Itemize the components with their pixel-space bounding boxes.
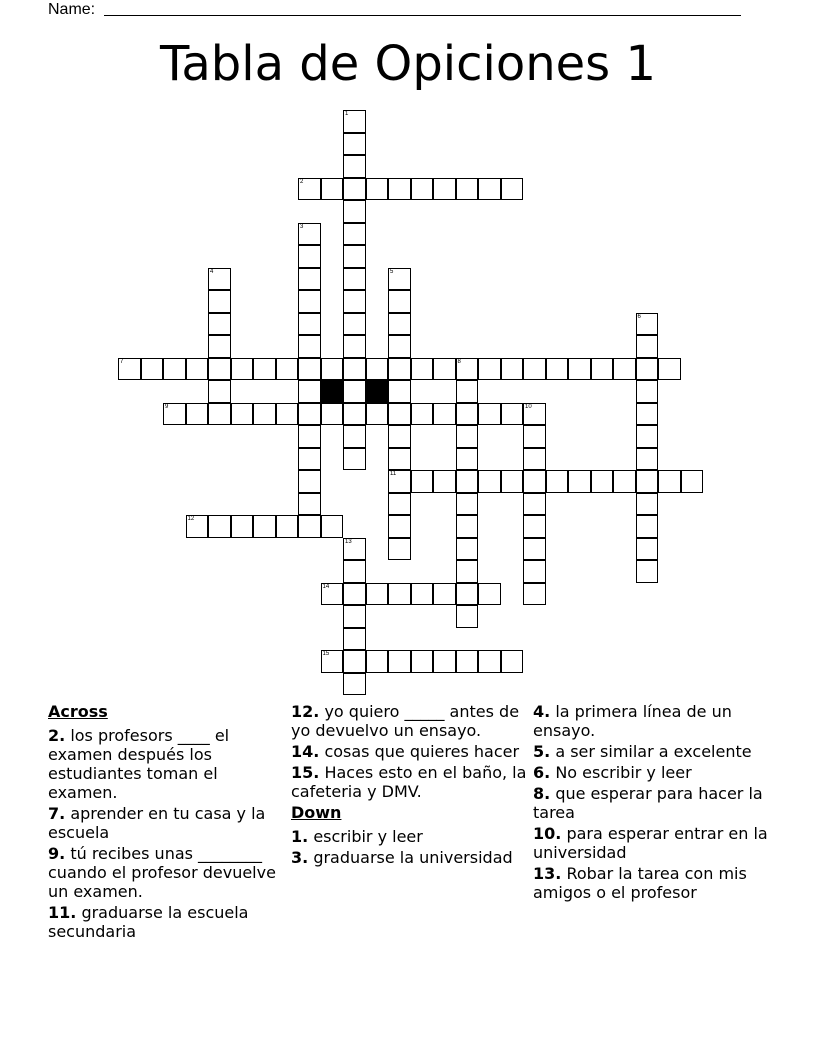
crossword-cell[interactable] [343, 425, 366, 448]
crossword-cell[interactable] [613, 470, 636, 493]
clue-across-14: 14. cosas que quieres hacer [291, 742, 520, 761]
crossword-cell[interactable] [276, 403, 299, 426]
crossword-clue-number: 5 [390, 268, 394, 275]
crossword-cell[interactable] [456, 470, 479, 493]
crossword-cell[interactable] [231, 403, 254, 426]
crossword-clue-number: 15 [322, 651, 330, 657]
crossword-cell[interactable] [343, 335, 366, 358]
clue-across-9: 9. tú recibes unas ________ cuando el profesor devuelve un examen. [48, 844, 276, 901]
crossword-cell[interactable] [388, 290, 411, 313]
crossword-cell[interactable] [343, 268, 366, 291]
crossword-cell[interactable] [501, 650, 524, 673]
crossword-clue-number: 8 [457, 358, 461, 365]
crossword-cell[interactable] [456, 583, 479, 606]
crossword-cell[interactable] [546, 358, 569, 381]
crossword-cell[interactable] [343, 448, 366, 471]
crossword-cell[interactable] [456, 448, 479, 471]
crossword-cell[interactable] [388, 470, 411, 493]
crossword-cell[interactable] [591, 470, 614, 493]
crossword-cell[interactable] [636, 380, 659, 403]
crossword-cell[interactable] [343, 358, 366, 381]
crossword-cell[interactable] [366, 650, 389, 673]
crossword-cell[interactable] [636, 538, 659, 561]
crossword-cell[interactable] [343, 200, 366, 223]
crossword-cell[interactable] [163, 358, 186, 381]
clue-down-8: 8. que esperar para hacer la tarea [533, 784, 763, 822]
crossword-cell[interactable] [208, 515, 231, 538]
crossword-cell[interactable] [456, 178, 479, 201]
crossword-cell[interactable] [321, 583, 344, 606]
crossword-cell[interactable] [636, 470, 659, 493]
crossword-cell[interactable] [298, 515, 321, 538]
crossword-cell[interactable] [636, 560, 659, 583]
crossword-cell[interactable] [456, 493, 479, 516]
crossword-cell[interactable] [343, 245, 366, 268]
crossword-cell[interactable] [388, 448, 411, 471]
crossword-cell[interactable] [231, 515, 254, 538]
crossword-cell[interactable] [411, 650, 434, 673]
crossword-cell[interactable] [411, 178, 434, 201]
crossword-cell[interactable] [276, 515, 299, 538]
crossword-cell[interactable] [456, 358, 479, 381]
crossword-cell[interactable] [186, 403, 209, 426]
crossword-cell[interactable] [388, 583, 411, 606]
crossword-cell[interactable] [501, 178, 524, 201]
crossword-cell[interactable] [366, 178, 389, 201]
crossword-cell[interactable] [388, 403, 411, 426]
crossword-cell[interactable] [456, 403, 479, 426]
crossword-cell[interactable] [253, 358, 276, 381]
crossword-cell[interactable] [388, 313, 411, 336]
crossword-block-cell [366, 380, 389, 403]
clue-down-1: 1. escribir y leer [291, 827, 423, 846]
crossword-cell[interactable] [388, 380, 411, 403]
crossword-cell[interactable] [546, 470, 569, 493]
page-title: Tabla de Opiciones 1 [160, 36, 656, 92]
crossword-cell[interactable] [636, 493, 659, 516]
crossword-cell[interactable] [501, 358, 524, 381]
crossword-cell[interactable] [298, 313, 321, 336]
crossword-cell[interactable] [298, 403, 321, 426]
crossword-cell[interactable] [478, 650, 501, 673]
crossword-clue-number: 14 [322, 583, 330, 590]
crossword-clue-number: 4 [210, 268, 214, 275]
crossword-cell[interactable] [433, 470, 456, 493]
crossword-cell[interactable] [388, 650, 411, 673]
crossword-cell[interactable] [163, 403, 186, 426]
crossword-clue-number: 11 [390, 471, 397, 477]
crossword-clue-number: 9 [165, 403, 169, 410]
crossword-cell[interactable] [478, 403, 501, 426]
crossword-cell[interactable] [298, 335, 321, 358]
crossword-cell[interactable] [568, 470, 591, 493]
crossword-cell[interactable] [456, 605, 479, 628]
clues-column-2 [291, 702, 527, 869]
crossword-cell[interactable] [523, 403, 546, 426]
crossword-cell[interactable] [208, 358, 231, 381]
clue-down-5: 5. a ser similar a excelente [533, 742, 752, 761]
crossword-cell[interactable] [343, 223, 366, 246]
crossword-cell[interactable] [501, 403, 524, 426]
crossword-cell[interactable] [208, 268, 231, 291]
down-heading: Down [291, 803, 342, 822]
crossword-cell[interactable] [433, 403, 456, 426]
crossword-cell[interactable] [658, 358, 681, 381]
crossword-cell[interactable] [186, 358, 209, 381]
crossword-clue-number: 1 [345, 111, 349, 117]
crossword-cell[interactable] [343, 583, 366, 606]
crossword-cell[interactable] [636, 515, 659, 538]
crossword-clue-number: 6 [637, 313, 641, 320]
crossword-cell[interactable] [343, 403, 366, 426]
crossword-clue-number: 12 [187, 516, 195, 522]
crossword-cell[interactable] [343, 380, 366, 403]
crossword-cell[interactable] [523, 358, 546, 381]
crossword-cell[interactable] [343, 673, 366, 696]
crossword-cell[interactable] [523, 560, 546, 583]
clue-across-12: 12. yo quiero _____ antes de yo devuelvo un ensayo. [291, 702, 520, 740]
crossword-cell[interactable] [478, 358, 501, 381]
crossword-cell[interactable] [298, 223, 321, 246]
crossword-cell[interactable] [591, 358, 614, 381]
crossword-cell[interactable] [276, 358, 299, 381]
crossword-cell[interactable] [298, 448, 321, 471]
crossword-cell[interactable] [298, 470, 321, 493]
crossword-cell[interactable] [343, 628, 366, 651]
crossword-cell[interactable] [636, 313, 659, 336]
crossword-cell[interactable] [411, 583, 434, 606]
crossword-cell[interactable] [478, 178, 501, 201]
crossword-cell[interactable] [208, 380, 231, 403]
crossword-cell[interactable] [298, 290, 321, 313]
crossword-cell[interactable] [568, 358, 591, 381]
name-field-label: Name: [48, 1, 96, 18]
crossword-cell[interactable] [523, 470, 546, 493]
crossword-cell[interactable] [523, 583, 546, 606]
crossword-cell[interactable] [411, 470, 434, 493]
crossword-cell[interactable] [501, 470, 524, 493]
crossword-clue-number: 3 [300, 223, 304, 230]
crossword-cell[interactable] [636, 448, 659, 471]
crossword-cell[interactable] [253, 403, 276, 426]
crossword-cell[interactable] [231, 358, 254, 381]
crossword-cell[interactable] [208, 403, 231, 426]
crossword-cell[interactable] [298, 425, 321, 448]
clue-down-6: 6. No escribir y leer [533, 763, 692, 782]
crossword-cell[interactable] [343, 605, 366, 628]
crossword-cell[interactable] [388, 358, 411, 381]
crossword-cell[interactable] [388, 335, 411, 358]
crossword-cell[interactable] [298, 268, 321, 291]
crossword-cell[interactable] [456, 538, 479, 561]
crossword-cell[interactable] [298, 493, 321, 516]
crossword-cell[interactable] [208, 313, 231, 336]
crossword-cell[interactable] [433, 583, 456, 606]
crossword-cell[interactable] [343, 538, 366, 561]
crossword-cell[interactable] [388, 538, 411, 561]
crossword-cell[interactable] [388, 178, 411, 201]
clue-down-4: 4. la primera línea de un ensayo. [533, 702, 732, 740]
clue-down-3: 3. graduarse la universidad [291, 848, 513, 867]
crossword-cell[interactable] [388, 493, 411, 516]
crossword-cell[interactable] [208, 290, 231, 313]
clue-across-15: 15. Haces esto en el baño, la cafeteria y DMV. [291, 763, 527, 801]
crossword-clue-number: 13 [345, 538, 352, 545]
crossword-clue-number: 10 [525, 403, 532, 410]
crossword-cell[interactable] [343, 178, 366, 201]
crossword-cell[interactable] [681, 470, 704, 493]
crossword-cell[interactable] [636, 335, 659, 358]
crossword-cell[interactable] [366, 358, 389, 381]
crossword-cell[interactable] [321, 650, 344, 673]
crossword-cell[interactable] [208, 335, 231, 358]
crossword-cell[interactable] [298, 245, 321, 268]
crossword-cell[interactable] [343, 560, 366, 583]
crossword-cell[interactable] [343, 290, 366, 313]
crossword-cell[interactable] [321, 178, 344, 201]
crossword-cell[interactable] [321, 358, 344, 381]
crossword-cell[interactable] [433, 178, 456, 201]
across-heading: Across [48, 702, 108, 721]
crossword-cell[interactable] [343, 155, 366, 178]
crossword-cell[interactable] [343, 110, 366, 133]
crossword-cell[interactable] [613, 358, 636, 381]
crossword-cell[interactable] [366, 403, 389, 426]
crossword-cell[interactable] [456, 515, 479, 538]
crossword-cell[interactable] [433, 650, 456, 673]
crossword-cell[interactable] [118, 358, 141, 381]
crossword-cell[interactable] [253, 515, 276, 538]
crossword-cell[interactable] [636, 425, 659, 448]
crossword-cell[interactable] [658, 470, 681, 493]
crossword-cell[interactable] [523, 425, 546, 448]
crossword-cell[interactable] [388, 515, 411, 538]
crossword-cell[interactable] [366, 583, 389, 606]
crossword-cell[interactable] [321, 403, 344, 426]
crossword-cell[interactable] [388, 425, 411, 448]
crossword-cell[interactable] [433, 358, 456, 381]
crossword-cell[interactable] [411, 403, 434, 426]
clue-across-7: 7. aprender en tu casa y la escuela [48, 804, 266, 842]
crossword-cell[interactable] [388, 268, 411, 291]
crossword-block-cell [321, 380, 344, 403]
crossword-cell[interactable] [456, 380, 479, 403]
clue-across-2: 2. los profesors ____ el examen después los estudiantes toman el examen. [48, 726, 230, 802]
crossword-clue-number: 7 [120, 358, 124, 365]
crossword-cell[interactable] [456, 560, 479, 583]
crossword-cell[interactable] [141, 358, 164, 381]
crossword-cell[interactable] [523, 538, 546, 561]
crossword-cell[interactable] [298, 178, 321, 201]
clue-down-10: 10. para esperar entrar en la universidad [533, 824, 768, 862]
crossword-cell[interactable] [321, 515, 344, 538]
crossword-cell[interactable] [411, 358, 434, 381]
crossword-cell[interactable] [523, 493, 546, 516]
crossword-cell[interactable] [298, 380, 321, 403]
crossword-cell[interactable] [456, 650, 479, 673]
crossword-cell[interactable] [456, 425, 479, 448]
clues-column-1 [48, 702, 284, 943]
crossword-cell[interactable] [343, 650, 366, 673]
crossword-cell[interactable] [343, 313, 366, 336]
crossword-cell[interactable] [478, 470, 501, 493]
crossword-cell[interactable] [636, 403, 659, 426]
crossword-cell[interactable] [636, 358, 659, 381]
clues-column-3 [533, 702, 769, 904]
crossword-cell[interactable] [523, 448, 546, 471]
crossword-clue-number: 2 [300, 178, 304, 185]
crossword-cell[interactable] [478, 583, 501, 606]
crossword-cell[interactable] [298, 358, 321, 381]
crossword-cell[interactable] [523, 515, 546, 538]
clue-down-13: 13. Robar la tarea con mis amigos o el profesor [533, 864, 747, 902]
crossword-cell[interactable] [343, 133, 366, 156]
clue-across-11: 11. graduarse la escuela secundaria [48, 903, 249, 941]
crossword-cell[interactable] [186, 515, 209, 538]
